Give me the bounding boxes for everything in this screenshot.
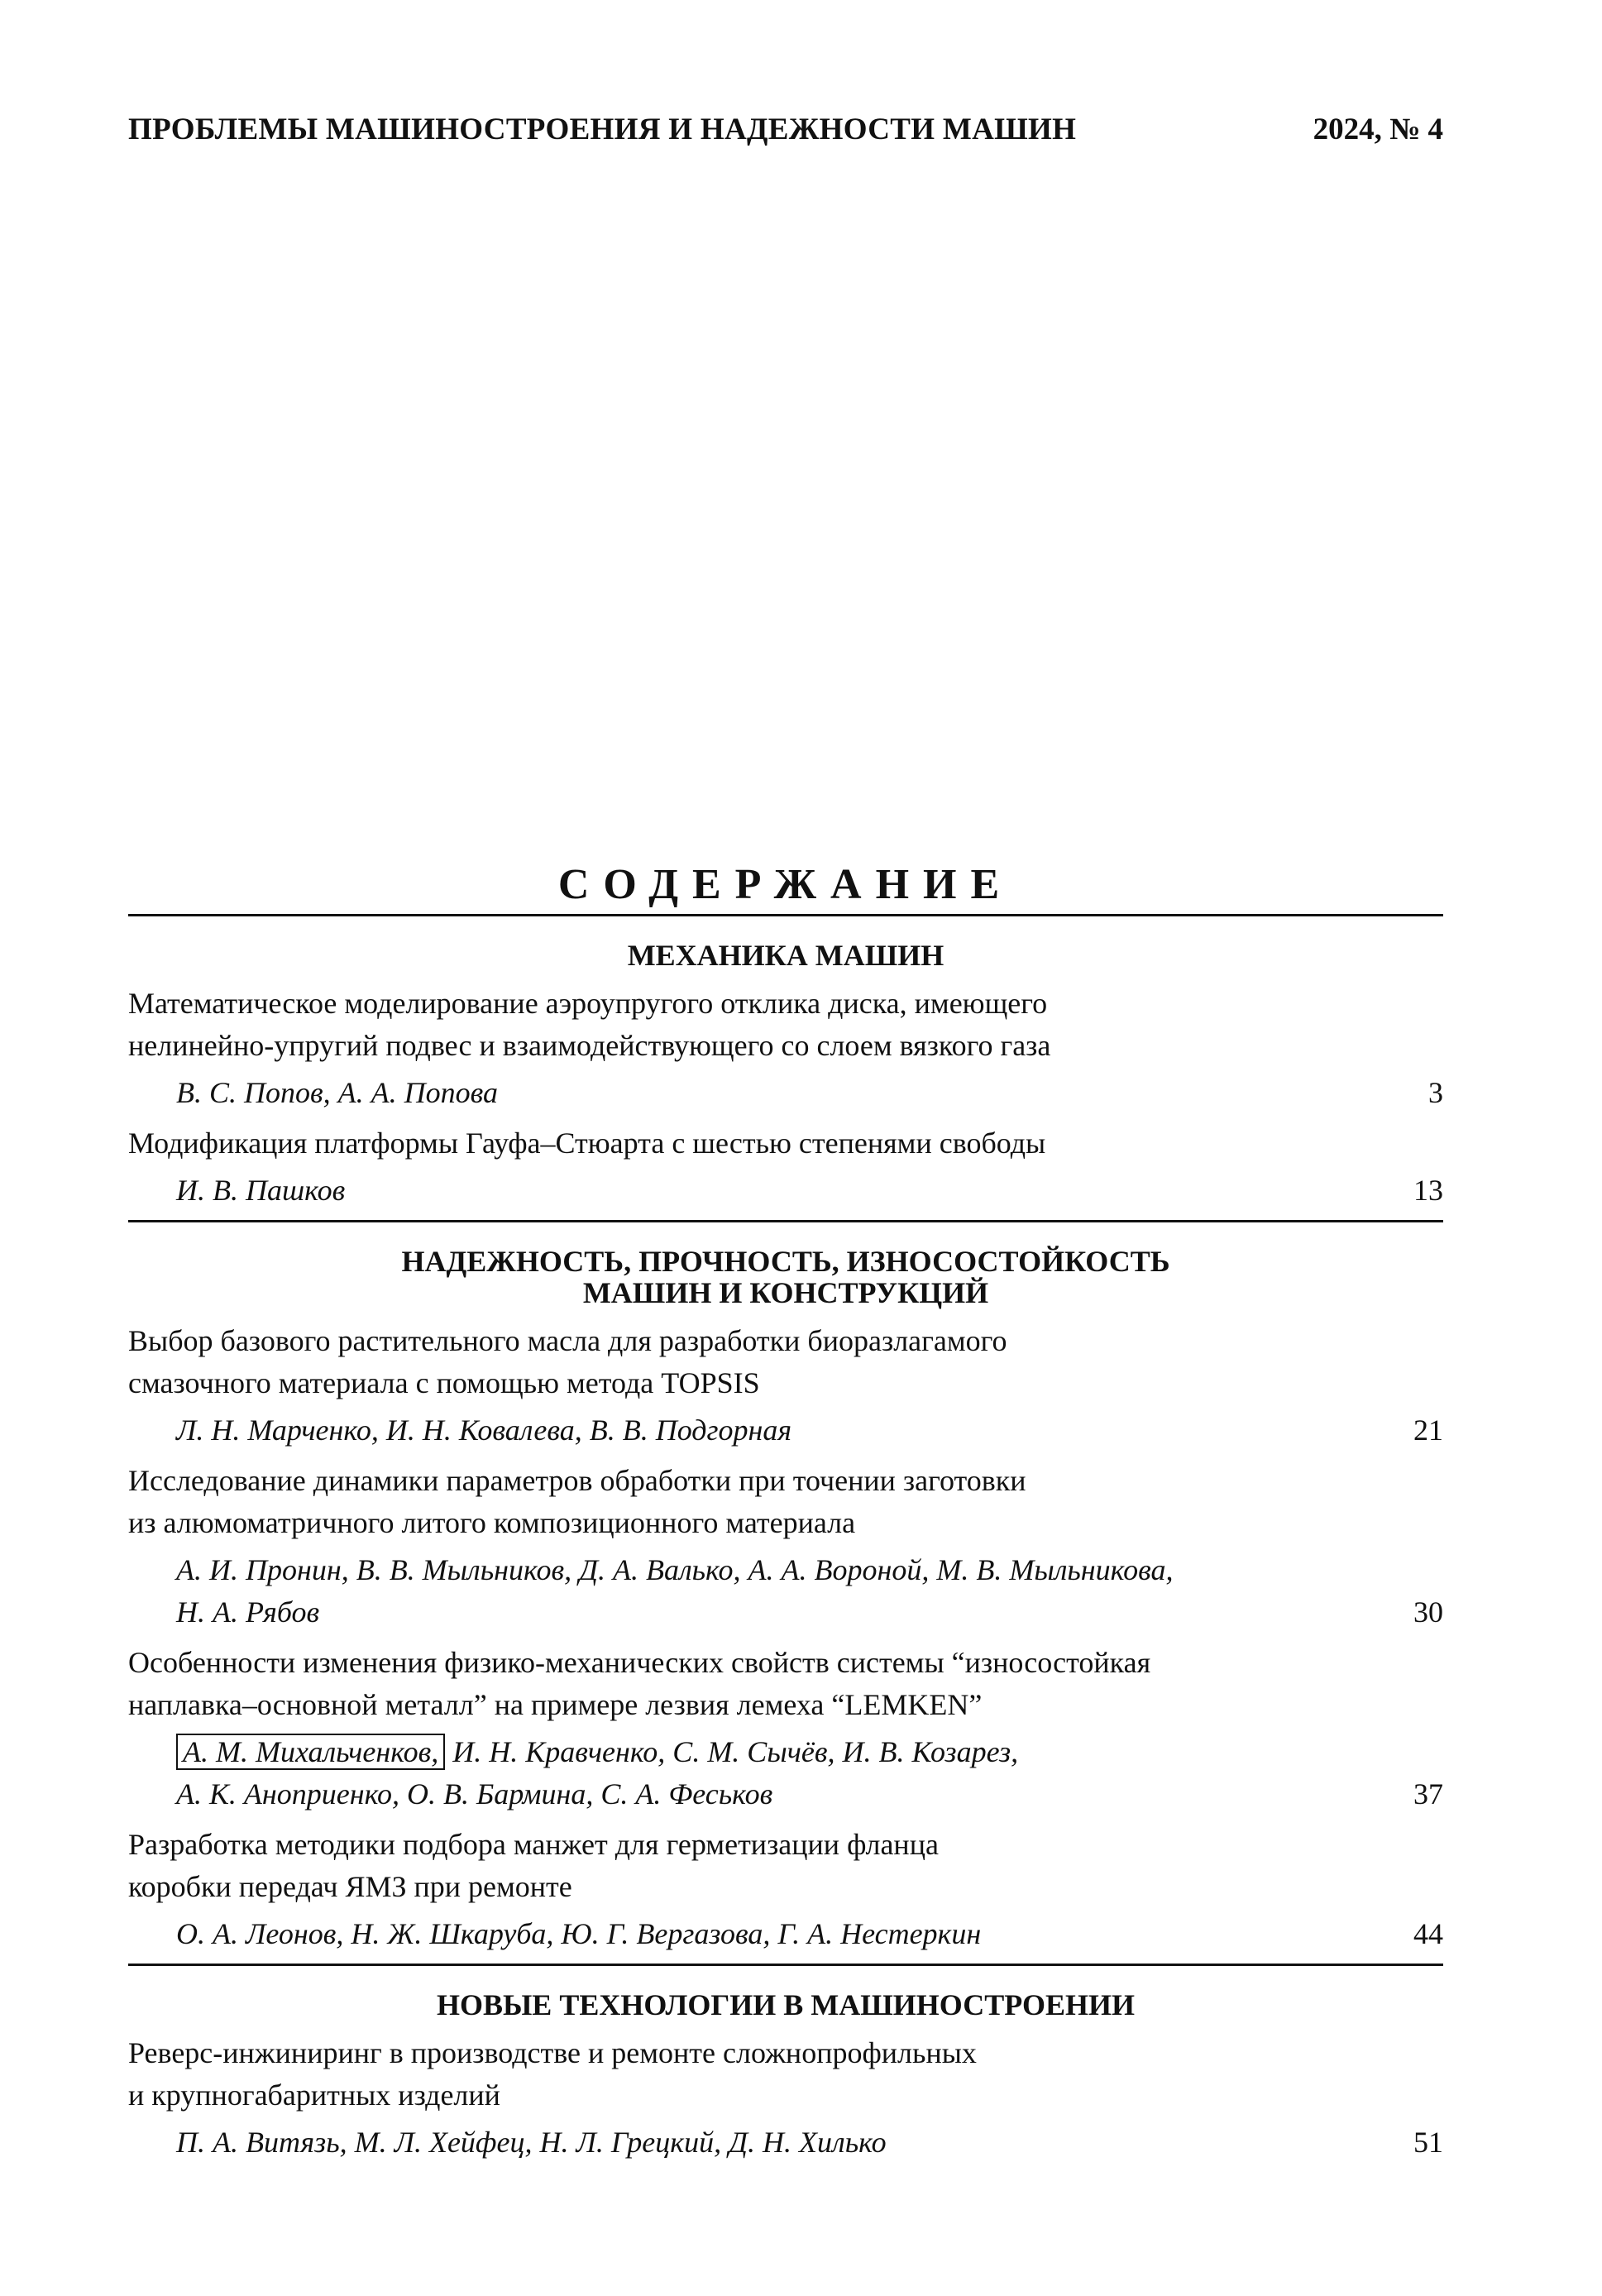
page-number: 21 (1413, 1413, 1443, 1447)
section-title-line: МАШИН И КОНСТРУКЦИЙ (582, 1276, 989, 1309)
page-number: 44 (1413, 1917, 1443, 1950)
article-title-line: Исследование динамики параметров обработки при точении заготовки (128, 1464, 1026, 1497)
section-title (128, 1222, 1443, 1320)
article-title (128, 1460, 1443, 1544)
article-title-line: нелинейно-упругий подвес и взаимодействующего со слоем вязкого газа (128, 1029, 1051, 1062)
article-authors (128, 1731, 1443, 1815)
author-line: А. И. Пронин, В. В. Мыльников, Д. А. Валько, А. А. Вороной, М. В. Мыльникова, (176, 1553, 1174, 1586)
page-number: 3 (1428, 1076, 1443, 1109)
author-line: А. К. Аноприенко, О. В. Бармина, С. А. Феськов (176, 1777, 773, 1810)
section-title-line: МЕХАНИКА МАШИН (627, 939, 944, 972)
article-title-line: Выбор базового растительного масла для разработки биоразлагамого (128, 1324, 1007, 1357)
section-title-line: НАДЕЖНОСТЬ, ПРОЧНОСТЬ, ИЗНОСОСТОЙКОСТЬ (401, 1245, 1170, 1278)
article-authors (128, 1409, 1443, 1452)
author-line: В. С. Попов, А. А. Попова (176, 1076, 498, 1109)
toc-entry (128, 1642, 1443, 1824)
article-title (128, 983, 1443, 1067)
article-title-line: Разработка методики подбора манжет для герметизации фланца (128, 1828, 939, 1861)
toc-title: СОДЕРЖАНИЕ (557, 861, 1014, 908)
toc-sections (128, 914, 1443, 2172)
issue-number: 2024, № 4 (1313, 112, 1443, 146)
article-title-line: коробки передач ЯМЗ при ремонте (128, 1870, 572, 1903)
article-authors (128, 1549, 1443, 1634)
article-title (128, 2032, 1443, 2117)
article-title (128, 1824, 1443, 1908)
author-line: Л. Н. Марченко, И. Н. Ковалева, В. В. Подгорная (176, 1413, 792, 1447)
article-title-line: Реверс-инжиниринг в производстве и ремонте сложнопрофильных (128, 2036, 977, 2069)
toc-entry (128, 1824, 1443, 1964)
deceased-author-box: А. М. Михальченков, (176, 1734, 445, 1770)
page-number: 30 (1413, 1595, 1443, 1629)
article-title-line: из алюмоматричного литого композиционного материала (128, 1506, 856, 1539)
author-line (176, 1731, 1319, 1773)
article-title-line: наплавка–основной металл” на примере лезвия лемеха “LEMKEN” (128, 1688, 983, 1721)
section-title (128, 1966, 1443, 2032)
toc-entry (128, 983, 1443, 1122)
article-title-line: и крупногабаритных изделий (128, 2078, 500, 2112)
author-line: Н. А. Рябов (176, 1595, 320, 1629)
article-title (128, 1122, 1443, 1165)
author-names: И. Н. Кравченко, С. М. Сычёв, И. В. Козарез, (445, 1735, 1019, 1768)
article-authors (128, 1170, 1443, 1212)
section-title-line: НОВЫЕ ТЕХНОЛОГИИ В МАШИНОСТРОЕНИИ (436, 1988, 1136, 2021)
article-title (128, 1642, 1443, 1726)
toc-entry (128, 1460, 1443, 1642)
toc-entry (128, 1122, 1443, 1220)
article-title-line: Модификация платформы Гауфа–Стюарта с шестью степенями свободы (128, 1126, 1046, 1160)
author-line: О. А. Леонов, Н. Ж. Шкаруба, Ю. Г. Вергазова, Г. А. Нестеркин (176, 1917, 982, 1950)
page-number: 37 (1413, 1777, 1443, 1810)
journal-title: ПРОБЛЕМЫ МАШИНОСТРОЕНИЯ И НАДЕЖНОСТИ МАШИН (128, 112, 1077, 146)
toc-entry (128, 1320, 1443, 1460)
article-title-line: смазочного материала с помощью метода TOPSIS (128, 1366, 760, 1399)
article-authors (128, 1072, 1443, 1114)
article-authors (128, 1913, 1443, 1955)
page-number: 51 (1413, 2126, 1443, 2159)
toc-entry (128, 2032, 1443, 2172)
section-title (128, 916, 1443, 983)
author-line: И. В. Пашков (176, 1174, 346, 1207)
article-title-line: Математическое моделирование аэроупругого отклика диска, имеющего (128, 987, 1048, 1020)
page-header (128, 112, 1443, 161)
page-number: 13 (1413, 1174, 1443, 1207)
author-line: П. А. Витязь, М. Л. Хейфец, Н. Л. Грецкий, Д. Н. Хилько (176, 2126, 887, 2159)
article-title (128, 1320, 1443, 1404)
article-title-line: Особенности изменения физико-механических свойств системы “износостойкая (128, 1646, 1151, 1679)
article-authors (128, 2121, 1443, 2164)
table-of-contents (128, 856, 1443, 2172)
